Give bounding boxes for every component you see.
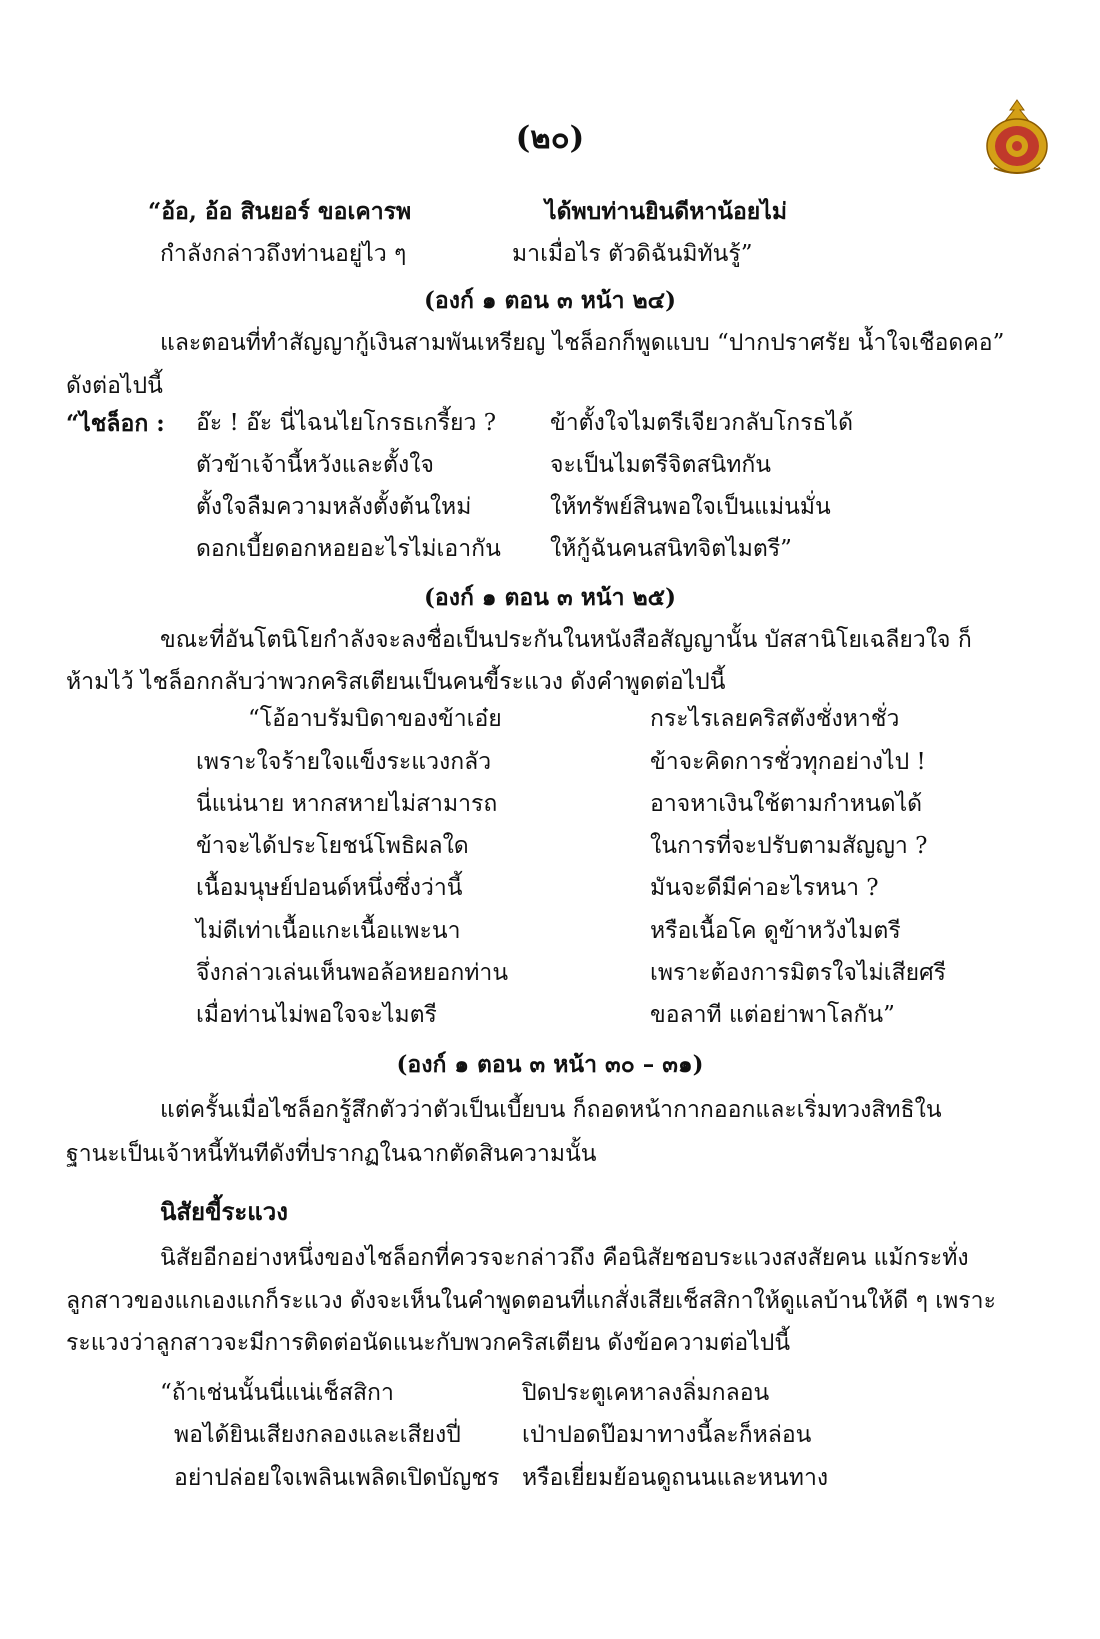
- ministry-emblem-icon: [984, 98, 1050, 176]
- poem4-line3-left: อย่าปล่อยใจเพลินเพลิดเปิดบัญชร: [174, 1465, 500, 1491]
- poem3-line5-left: เนื้อมนุษย์ปอนด์หนึ่งซึ่งว่านี้: [196, 875, 463, 901]
- paragraph2-line2: ห้ามไว้ ไชล็อกกลับว่าพวกคริสเตียนเป็นคนขี้ระแวง ดังคำพูดต่อไปนี้: [66, 669, 726, 695]
- poem2-line4-right: ให้กู้ฉันคนสนิทจิตไมตรี”: [550, 536, 792, 562]
- poem2-line3-right: ให้ทรัพย์สินพอใจเป็นแม่นมั่น: [550, 494, 831, 520]
- paragraph3-line2: ฐานะเป็นเจ้าหนี้ทันทีดังที่ปรากฏในฉากตัดสินความนั้น: [66, 1141, 597, 1167]
- paragraph1-line1: และตอนที่ทำสัญญากู้เงินสามพันเหรียญ ไชล็อกก็พูดแบบ “ปากปราศรัย น้ำใจเชือดคอ”: [160, 330, 1005, 356]
- paragraph3-line1: แต่ครั้นเมื่อไชล็อกรู้สึกตัวว่าตัวเป็นเบี้ยบน ก็ถอดหน้ากากออกและเริ่มทวงสิทธิใน: [160, 1097, 942, 1123]
- poem3-line7-left: จึ่งกล่าวเล่นเห็นพอล้อหยอกท่าน: [196, 960, 509, 986]
- section-heading: นิสัยขี้ระแวง: [160, 1197, 288, 1226]
- poem4-line2-right: เป่าปอดป๊อมาทางนี้ละก็หล่อน: [522, 1422, 812, 1448]
- poem2-line2-right: จะเป็นไมตรีจิตสนิทกัน: [550, 452, 772, 478]
- poem4-line3-right: หรือเยี่ยมย้อนดูถนนและหนทาง: [522, 1465, 829, 1491]
- poem2-line3-left: ตั้งใจลืมความหลังตั้งต้นใหม่: [196, 494, 472, 520]
- reference-3: (องก์ ๑ ตอน ๓ หน้า ๓๐ – ๓๑): [396, 1051, 704, 1078]
- paragraph2-line1: ขณะที่อันโตนิโยกำลังจะลงชื่อเป็นประกันในหนังสือสัญญานั้น บัสสานิโยเฉลียวใจ ก็: [160, 627, 972, 653]
- poem3-line1-left: “โอ้อาบรัมบิดาของข้าเอ๋ย: [248, 706, 502, 732]
- paragraph4-line1: นิสัยอีกอย่างหนึ่งของไชล็อกที่ควรจะกล่าวถึง คือนิสัยชอบระแวงสงสัยคน แม้กระทั่ง: [160, 1245, 969, 1271]
- poem3-line8-right: ขอลาที แต่อย่าพาโลกัน”: [650, 1002, 895, 1028]
- reference-1: (องก์ ๑ ตอน ๓ หน้า ๒๔): [424, 287, 676, 314]
- paragraph4-line2: ลูกสาวของแกเองแกก็ระแวง ดังจะเห็นในคำพูดตอนที่แกสั่งเสียเช็สสิกาให้ดูแลบ้านให้ดี ๆ เพราะ: [66, 1288, 996, 1314]
- poem3-line4-left: ข้าจะได้ประโยชน์โพธิผลใด: [196, 833, 469, 859]
- poem3-line1-right: กระไรเลยคริสตังชั่งหาชั่ว: [650, 706, 900, 732]
- poem2-line1-right: ข้าตั้งใจไมตรีเจียวกลับโกรธได้: [550, 410, 854, 436]
- reference-2: (องก์ ๑ ตอน ๓ หน้า ๒๕): [424, 584, 676, 611]
- poem1-line1-left: “อ้อ, อ้อ สินยอร์ ขอเคารพ: [148, 198, 412, 225]
- poem2-line2-left: ตัวข้าเจ้านี้หวังและตั้งใจ: [196, 452, 434, 478]
- poem3-line3-left: นี่แน่นาย หากสหายไม่สามารถ: [196, 791, 498, 817]
- paragraph1-line2: ดังต่อไปนี้: [66, 373, 163, 399]
- poem4-line1-left: “ถ้าเช่นนั้นนี่แน่เช็สสิกา: [160, 1380, 394, 1406]
- poem3-line2-left: เพราะใจร้ายใจแข็งระแวงกลัว: [196, 749, 492, 775]
- poem1-line1-right: ได้พบท่านยินดีหาน้อยไม่: [545, 198, 788, 225]
- poem3-line6-right: หรือเนื้อโค ดูข้าหวังไมตรี: [650, 918, 901, 944]
- speaker-label: “ไชล็อก :: [66, 410, 165, 437]
- paragraph4-line3: ระแวงว่าลูกสาวจะมีการติดต่อนัดแนะกับพวกคริสเตียน ดังข้อความต่อไปนี้: [66, 1330, 791, 1356]
- poem3-line7-right: เพราะต้องการมิตรใจไม่เสียศรี: [650, 960, 947, 986]
- poem3-line4-right: ในการที่จะปรับตามสัญญา ?: [650, 833, 928, 859]
- poem3-line8-left: เมื่อท่านไม่พอใจจะไมตรี: [196, 1002, 437, 1028]
- poem4-line1-right: ปิดประตูเคหาลงลิ่มกลอน: [522, 1380, 770, 1406]
- poem2-line1-left: อ๊ะ ! อ๊ะ นี่ไฉนไยโกรธเกรี้ยว ?: [196, 410, 497, 436]
- poem1-line2-right: มาเมื่อไร ตัวดิฉันมิทันรู้”: [512, 241, 753, 267]
- poem4-line2-left: พอได้ยินเสียงกลองและเสียงปี่: [174, 1422, 461, 1448]
- poem3-line2-right: ข้าจะคิดการชั่วทุกอย่างไป !: [650, 749, 926, 775]
- poem3-line3-right: อาจหาเงินใช้ตามกำหนดได้: [650, 791, 923, 817]
- poem3-line5-right: มันจะดีมีค่าอะไรหนา ?: [650, 875, 879, 901]
- poem3-line6-left: ไม่ดีเท่าเนื้อแกะเนื้อแพะนา: [196, 918, 461, 944]
- poem2-line4-left: ดอกเบี้ยดอกหอยอะไรไม่เอากัน: [196, 536, 501, 562]
- poem1-line2-left: กำลังกล่าวถึงท่านอยู่ไว ๆ: [160, 241, 407, 267]
- page-number: (๒๐): [515, 120, 585, 156]
